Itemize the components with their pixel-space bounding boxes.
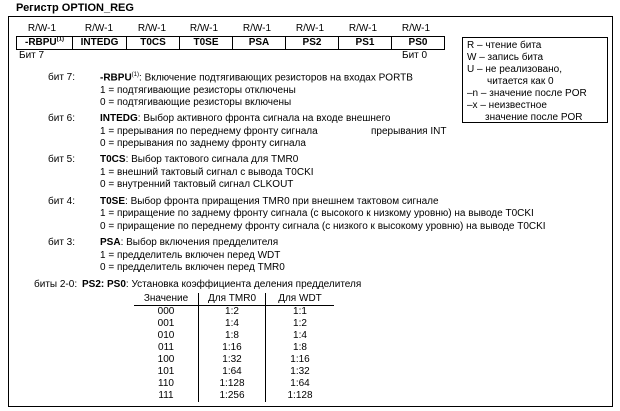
bit-cell-ps0: PS0 [392,37,445,50]
section-extra: прерывания INT [371,126,447,137]
prescaler-table [134,293,334,402]
table-row: 011 1:16 1:8 [134,342,334,354]
section-line: 0 = внутренний тактовый сигнал CLKOUT [100,179,294,190]
table-row: 010 1:8 1:4 [134,330,334,342]
section-heading: T0CS: Выбор тактового сигнала для TMR0 [100,154,299,165]
page-title: Регистр OPTION_REG [16,2,134,14]
section-label: бит 5: [48,154,76,165]
bit-cell-t0se: T0SE [180,37,233,50]
access-bit4: R/W-1 [189,23,219,34]
register-bits-table [16,36,445,50]
section-heading: PSA: Выбор включения предделителя [100,237,279,248]
bit7-label: Бит 7 [19,50,45,61]
bit-cell-ps1: PS1 [339,37,392,50]
table-row: 000 1:2 1:1 [134,306,334,319]
section-heading: PS2: PS0: Установка коэффициента деления предделителя [82,279,362,290]
legend-line: –x – неизвестное [467,100,547,111]
table-row: 110 1:128 1:64 [134,378,334,390]
section-line: 0 = подтягивающие резисторы включены [100,97,292,108]
access-bit5: R/W-1 [137,23,167,34]
section-heading: INTEDG: Выбор активного фронта сигнала на входе внешнего [100,113,391,124]
legend-box [462,37,608,123]
access-bit6: R/W-1 [84,23,114,34]
section-heading: T0SE: Выбор фронта приращения TMR0 при внешнем тактовом сигнале [100,196,439,207]
section-label: бит 6: [48,113,76,124]
section-line: 1 = прерывания по переднему фронту сигнала [100,126,318,137]
access-bit7: R/W-1 [27,23,57,34]
bit-cell-intedg: INTEDG [73,37,127,50]
bit-cell-psa: PSA [233,37,286,50]
section-label: биты 2-0: [34,279,78,290]
section-label: бит 4: [48,196,76,207]
access-bit3: R/W-1 [242,23,272,34]
section-label: бит 3: [48,237,76,248]
section-line: 0 = предделитель включен перед TMR0 [100,262,285,273]
table-row: 101 1:64 1:32 [134,366,334,378]
section-line: 0 = прерывания по заднему фронту сигнала [100,138,306,149]
bit-cell-t0cs: T0CS [127,37,180,50]
legend-line: U – не реализовано, [467,64,562,75]
section-heading: -RBPU$^{(1)}$: Включение подтягивающих резисторов на входах PORTB [100,72,413,84]
table-row: 001 1:4 1:2 [134,318,334,330]
table-row: 111 1:256 1:128 [134,390,334,402]
section-label: бит 7: [48,72,76,83]
table-header: Для TMR0 [199,293,266,306]
section-line: 1 = приращение по заднему фронту сигнала (с высокого к низкому уровню) на выводе T0CKI [100,208,534,219]
table-row: 100 1:32 1:16 [134,354,334,366]
table-header: Значение [134,293,199,306]
access-bit0: R/W-1 [401,23,431,34]
bit-cell-ps2: PS2 [286,37,339,50]
bit-cell-rbpu: -RBPU$^{(1)}$ [17,37,73,50]
access-bit2: R/W-1 [295,23,325,34]
legend-line: –n – значение после POR [467,88,587,99]
access-bit1: R/W-1 [348,23,378,34]
section-line: 1 = предделитель включен перед WDT [100,250,281,261]
legend-line: W – запись бита [467,52,544,63]
section-line: 1 = внешний тактовый сигнал с вывода T0CKI [100,167,314,178]
section-line: 0 = приращение по переднему фронту сигнала (с низкого к высокому уровню) на выводе T0CKI [100,221,546,232]
table-header: Для WDT [266,293,335,306]
legend-line: R – чтение бита [467,40,542,51]
section-line: 1 = подтягивающие резисторы отключены [100,85,296,96]
bit0-label: Бит 0 [402,50,428,61]
legend-line: читается как 0 [487,76,554,87]
legend-line: значение после POR [485,112,583,123]
